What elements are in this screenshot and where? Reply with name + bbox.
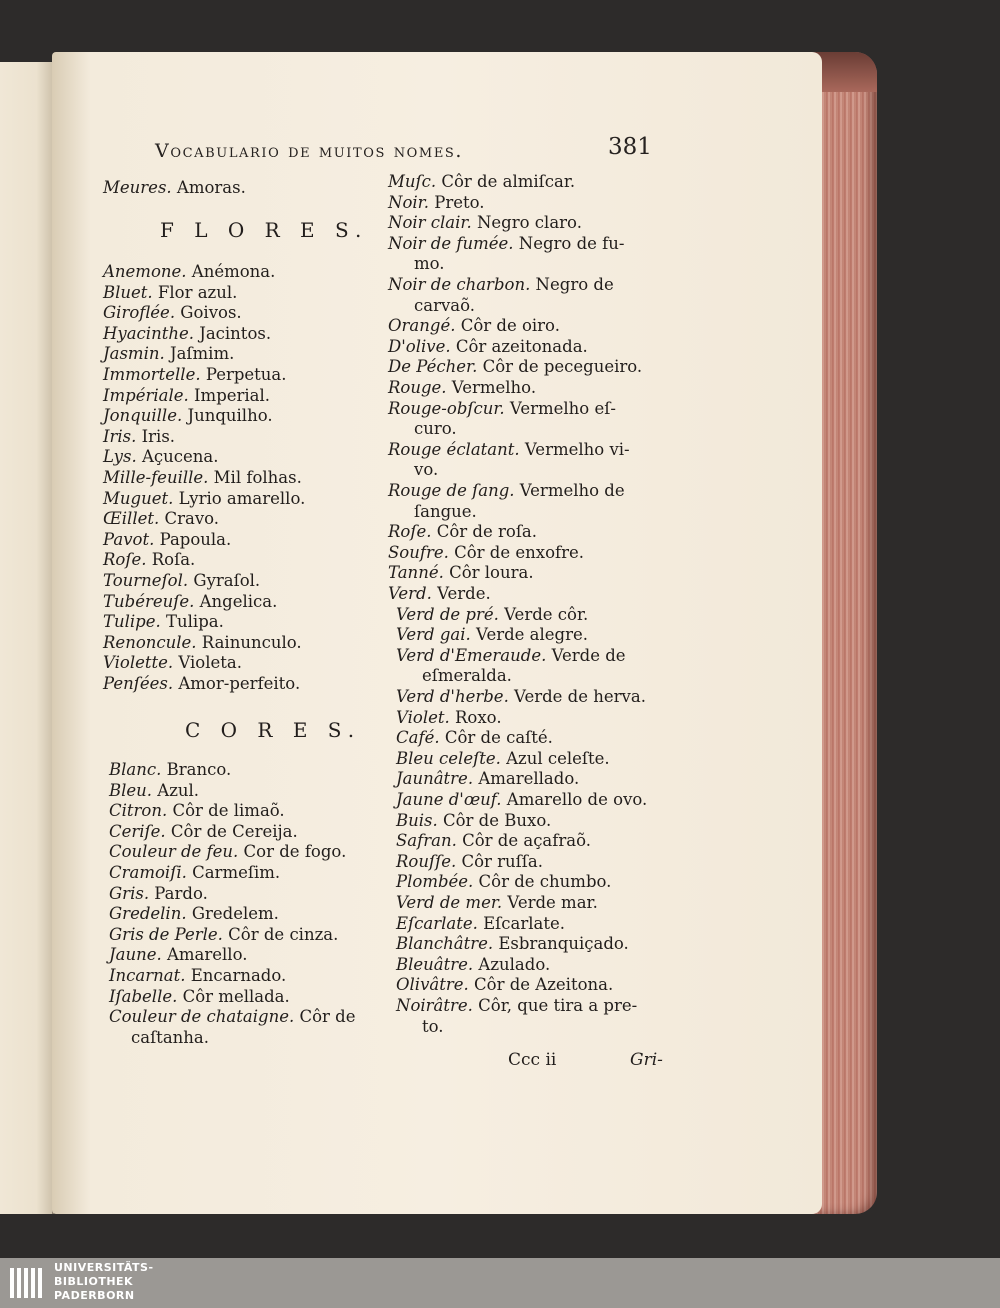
dictionary-entry	[388, 172, 575, 192]
dictionary-entry	[396, 687, 646, 707]
entry-term: Giroflée.	[103, 303, 176, 323]
section-heading: C O R E S.	[185, 718, 362, 742]
entry-gloss: Negro de fu-	[513, 233, 625, 253]
entry-gloss: Angelica.	[194, 591, 278, 611]
dictionary-entry	[109, 842, 346, 862]
entry-term: Cramoiſi.	[109, 863, 187, 882]
entry-gloss: Rainunculo.	[196, 632, 302, 652]
entry-gloss: Côr de oiro.	[455, 316, 560, 336]
running-title: Vocabulario de muitos nomes.	[155, 140, 464, 162]
library-banner	[0, 1258, 1000, 1308]
entry-gloss: Côr de almiſcar.	[436, 172, 576, 191]
entry-term: Violette.	[103, 653, 174, 673]
dictionary-entry	[396, 893, 598, 913]
entry-gloss: Mil folhas.	[208, 468, 302, 487]
entry-gloss: Vermelho.	[446, 378, 537, 397]
entry-gloss: Côr de pecegueiro.	[477, 357, 643, 377]
entry-continuation: carvaõ.	[414, 295, 476, 315]
dictionary-entry	[103, 283, 237, 303]
entry-gloss: Amoras.	[171, 178, 246, 197]
entry-term: Renoncule.	[103, 632, 197, 652]
entry-term: Jaune.	[109, 945, 162, 965]
entry-term: Iris.	[103, 426, 137, 446]
entry-term: Blanc.	[109, 760, 162, 779]
entry-gloss: Encarnado.	[185, 966, 287, 985]
dictionary-entry	[388, 213, 582, 233]
entry-term: Noirâtre.	[396, 996, 473, 1015]
entry-term: Noir.	[388, 192, 429, 212]
dictionary-entry	[388, 522, 537, 542]
entry-term: Soufre.	[388, 542, 449, 562]
entry-term: Tanné.	[388, 563, 444, 583]
entry-term: Noir de fumée.	[388, 233, 514, 253]
entry-gloss: Côr de chumbo.	[473, 872, 612, 892]
dictionary-entry	[103, 674, 300, 694]
entry-term: Eſcarlate.	[396, 913, 478, 933]
entry-term: Immortelle.	[103, 365, 201, 384]
dictionary-entry	[109, 863, 280, 883]
dictionary-entry	[388, 316, 560, 336]
dictionary-entry	[103, 550, 195, 570]
library-name	[54, 1261, 154, 1303]
entry-term: Muguet.	[103, 488, 174, 508]
entry-gloss: Goivos.	[175, 303, 242, 323]
entry-term: Couleur de feu.	[109, 842, 239, 862]
catchword: Gri-	[630, 1050, 663, 1070]
entry-gloss: Cor de fogo.	[238, 842, 347, 862]
entry-gloss: Carmeſim.	[186, 863, 281, 882]
dictionary-entry	[396, 914, 565, 934]
entry-gloss: Côr de Cereija.	[165, 821, 298, 841]
entry-term: Rouge éclatant.	[388, 439, 520, 459]
dictionary-entry	[388, 440, 630, 460]
entry-term: Gris.	[109, 883, 150, 903]
dictionary-entry	[396, 996, 637, 1016]
entry-term: Bleu.	[109, 780, 153, 800]
entry-term: Tourneſol.	[103, 571, 189, 590]
dictionary-entry	[396, 955, 550, 975]
entry-gloss: Anémona.	[186, 262, 276, 281]
entry-gloss: Eſcarlate.	[477, 913, 565, 933]
entry-gloss: Negro de	[530, 275, 614, 294]
dictionary-entry	[103, 530, 231, 550]
dictionary-entry	[109, 966, 286, 986]
entry-term: Meures.	[103, 178, 172, 197]
entry-gloss: Imperial.	[188, 385, 271, 405]
entry-term: Jasmin.	[103, 344, 165, 364]
entry-term: Rouſſe.	[396, 851, 457, 871]
dictionary-entry	[103, 386, 270, 406]
entry-term: Roſe.	[103, 550, 147, 570]
dictionary-entry	[109, 884, 208, 904]
dictionary-entry	[388, 584, 491, 604]
entry-gloss: Cravo.	[159, 509, 220, 529]
section-heading: F L O R E S.	[160, 218, 369, 242]
entry-gloss: Côr de enxofre.	[448, 542, 585, 562]
dictionary-entry	[388, 357, 642, 377]
entry-term: Verd d'herbe.	[396, 687, 509, 706]
entry-gloss: Vermelho vi-	[519, 439, 630, 459]
entry-continuation: curo.	[414, 419, 457, 439]
entry-gloss: Côr mellada.	[177, 986, 290, 1006]
entry-continuation: ſangue.	[414, 501, 477, 521]
entry-gloss: Azul.	[152, 780, 200, 800]
entry-gloss: Lyrio amarello.	[173, 488, 306, 508]
entry-term: Blanchâtre.	[396, 934, 494, 954]
entry-gloss: Côr, que tira a pre-	[472, 996, 638, 1015]
entry-term: Rouge de ſang.	[388, 481, 515, 500]
entry-gloss: Vermelho eſ-	[504, 398, 616, 418]
entry-term: Noir de charbon.	[388, 275, 531, 294]
entry-term: Roſe.	[388, 522, 432, 542]
entry-term: Muſc.	[388, 172, 437, 191]
entry-gloss: Côr de limaõ.	[167, 801, 285, 821]
dictionary-entry	[103, 653, 242, 673]
entry-gloss: Côr de Buxo.	[437, 810, 552, 830]
entry-gloss: Côr azeitonada.	[450, 336, 588, 356]
entry-gloss: Azul celeſte.	[500, 748, 610, 768]
library-name-line1: UNIVERSITÄTS-	[54, 1261, 154, 1274]
entry-gloss: Gyraſol.	[188, 571, 261, 590]
entry-gloss: Côr de	[294, 1007, 356, 1027]
entry-gloss: Negro claro.	[471, 213, 582, 233]
entry-term: Rouge.	[388, 378, 447, 397]
entry-gloss: Tulipa.	[160, 612, 224, 632]
entry-gloss: Vermelho de	[514, 481, 625, 500]
dictionary-entry	[103, 303, 242, 323]
dictionary-entry	[396, 790, 647, 810]
dictionary-entry	[109, 904, 279, 924]
dictionary-entry	[388, 481, 625, 501]
entry-term: Safran.	[396, 831, 457, 851]
entry-term: Gredelin.	[109, 904, 187, 924]
dictionary-entry	[103, 633, 302, 653]
dictionary-entry	[103, 324, 271, 344]
dictionary-entry	[388, 399, 616, 419]
dictionary-entry	[396, 831, 591, 851]
dictionary-entry	[109, 801, 285, 821]
entry-gloss: Côr ruſſa.	[456, 851, 543, 871]
entry-gloss: Côr loura.	[443, 563, 534, 583]
facing-page-edge	[0, 62, 54, 1214]
dictionary-entry	[103, 427, 175, 447]
library-name-line3: PADERBORN	[54, 1289, 135, 1302]
entry-term: Café.	[396, 728, 440, 748]
entry-term: Bleuâtre.	[396, 954, 474, 974]
entry-term: Lys.	[103, 447, 137, 467]
entry-term: Œillet.	[103, 509, 160, 529]
entry-gloss: Amarellado.	[473, 769, 580, 789]
dictionary-entry	[396, 728, 553, 748]
entry-continuation: vo.	[414, 460, 439, 480]
entry-gloss: Verde de	[546, 645, 626, 665]
entry-gloss: Amor-perfeito.	[173, 674, 301, 693]
dictionary-entry	[103, 365, 287, 385]
entry-continuation: mo.	[414, 254, 445, 274]
entry-term: Plombée.	[396, 872, 474, 892]
entry-term: Bluet.	[103, 282, 153, 302]
entry-gloss: Côr de Azeitona.	[468, 975, 614, 995]
dictionary-entry	[103, 612, 224, 632]
entry-gloss: Côr de roſa.	[431, 522, 538, 542]
entry-term: Buis.	[396, 810, 438, 830]
entry-term: Pavot.	[103, 529, 155, 549]
entry-term: Impériale.	[103, 385, 189, 405]
entry-term: Verd de pré.	[396, 604, 499, 624]
dictionary-entry	[388, 563, 534, 583]
entry-term: Jaunâtre.	[396, 769, 474, 789]
entry-term: Citron.	[109, 801, 168, 821]
entry-gloss: Açucena.	[136, 447, 219, 467]
dictionary-entry	[109, 1007, 355, 1027]
dictionary-entry	[396, 769, 579, 789]
running-head	[155, 140, 655, 170]
dictionary-entry	[103, 509, 219, 529]
entry-gloss: Côr de cinza.	[222, 924, 339, 944]
entry-term: Olivâtre.	[396, 975, 469, 995]
dictionary-entry	[388, 193, 485, 213]
entry-term: Orangé.	[388, 316, 456, 336]
entry-gloss: Verde de herva.	[508, 687, 646, 706]
entry-continuation: to.	[422, 1016, 444, 1036]
entry-gloss: Amarello de ovo.	[501, 790, 648, 809]
entry-term: Couleur de chataigne.	[109, 1007, 295, 1027]
dictionary-entry	[109, 987, 290, 1007]
entry-gloss: Junquilho.	[182, 406, 273, 426]
dictionary-entry	[103, 447, 218, 467]
dictionary-entry	[388, 378, 536, 398]
entry-term: Ceriſe.	[109, 821, 166, 841]
entry-gloss: Azulado.	[473, 954, 551, 974]
entry-term: Penſées.	[103, 674, 174, 693]
dictionary-entry	[103, 178, 246, 198]
entry-gloss: Roxo.	[449, 707, 502, 727]
dictionary-entry	[396, 852, 543, 872]
dictionary-entry	[396, 934, 629, 954]
entry-gloss: Verde alegre.	[470, 625, 589, 645]
entry-gloss: Pardo.	[149, 883, 208, 903]
entry-term: De Pécher.	[388, 357, 478, 377]
entry-gloss: Papoula.	[154, 529, 232, 549]
entry-term: Gris de Perle.	[109, 924, 223, 944]
entry-term: Noir clair.	[388, 213, 472, 233]
dictionary-entry	[103, 571, 260, 591]
entry-term: Iſabelle.	[109, 986, 178, 1006]
dictionary-entry	[388, 543, 584, 563]
dictionary-entry	[396, 625, 588, 645]
entry-gloss: Gredelem.	[186, 904, 279, 924]
entry-term: Mille-feuille.	[103, 468, 209, 487]
signature-mark: Ccc ii	[508, 1050, 557, 1070]
entry-term: Rouge-obſcur.	[388, 398, 505, 418]
entry-gloss: Roſa.	[146, 550, 196, 570]
dictionary-entry	[109, 822, 298, 842]
entry-term: Incarnat.	[109, 966, 186, 985]
library-logo-icon	[8, 1264, 46, 1302]
entry-gloss: Verde côr.	[498, 604, 589, 624]
dictionary-entry	[388, 337, 588, 357]
entry-term: Hyacinthe.	[103, 323, 194, 343]
entry-term: Tubéreuſe.	[103, 591, 195, 611]
dictionary-entry	[109, 945, 247, 965]
entry-gloss: Flor azul.	[152, 282, 238, 302]
dictionary-entry	[396, 872, 611, 892]
dictionary-entry	[396, 811, 551, 831]
entry-continuation: caſtanha.	[131, 1027, 209, 1047]
dictionary-entry	[396, 646, 626, 666]
entry-term: Jaune d'œuf.	[396, 790, 502, 809]
entry-gloss: Jacintos.	[193, 323, 272, 343]
dictionary-entry	[103, 406, 273, 426]
entry-gloss: Amarello.	[161, 945, 248, 965]
dictionary-entry	[396, 749, 610, 769]
entry-gloss: Jaſmim.	[164, 344, 235, 364]
library-name-line2: BIBLIOTHEK	[54, 1275, 134, 1288]
entry-term: Bleu celeſte.	[396, 748, 501, 768]
entry-term: D'olive.	[388, 336, 451, 356]
entry-term: Verd.	[388, 584, 432, 603]
dictionary-entry	[396, 708, 502, 728]
entry-term: Anemone.	[103, 262, 187, 281]
entry-term: Violet.	[396, 707, 450, 727]
entry-term: Jonquille.	[103, 406, 183, 426]
dictionary-entry	[396, 975, 613, 995]
dictionary-entry	[388, 234, 624, 254]
entry-gloss: Côr de açafraõ.	[456, 831, 591, 851]
entry-gloss: Preto.	[428, 192, 485, 212]
entry-term: Tulipe.	[103, 612, 161, 632]
entry-term: Verd d'Emeraude.	[396, 645, 547, 665]
entry-gloss: Esbranquiçado.	[493, 934, 629, 954]
entry-gloss: Perpetua.	[200, 365, 287, 384]
dictionary-entry	[103, 344, 234, 364]
entry-gloss: Verde.	[431, 584, 491, 603]
entry-gloss: Branco.	[161, 760, 232, 779]
dictionary-entry	[103, 262, 275, 282]
dictionary-entry	[103, 592, 277, 612]
entry-gloss: Côr de caſté.	[439, 728, 553, 748]
entry-gloss: Verde mar.	[502, 893, 598, 912]
dictionary-entry	[109, 781, 199, 801]
entry-term: Verd de mer.	[396, 893, 503, 912]
dictionary-entry	[388, 275, 614, 295]
dictionary-entry	[109, 760, 231, 780]
page-number: 381	[608, 134, 652, 160]
entry-term: Verd gai.	[396, 625, 471, 645]
dictionary-entry	[103, 489, 305, 509]
dictionary-entry	[103, 468, 302, 488]
entry-continuation: eſmeralda.	[422, 666, 512, 686]
entry-gloss: Iris.	[136, 426, 176, 446]
entry-gloss: Violeta.	[173, 653, 242, 673]
dictionary-entry	[109, 925, 338, 945]
dictionary-entry	[396, 605, 588, 625]
